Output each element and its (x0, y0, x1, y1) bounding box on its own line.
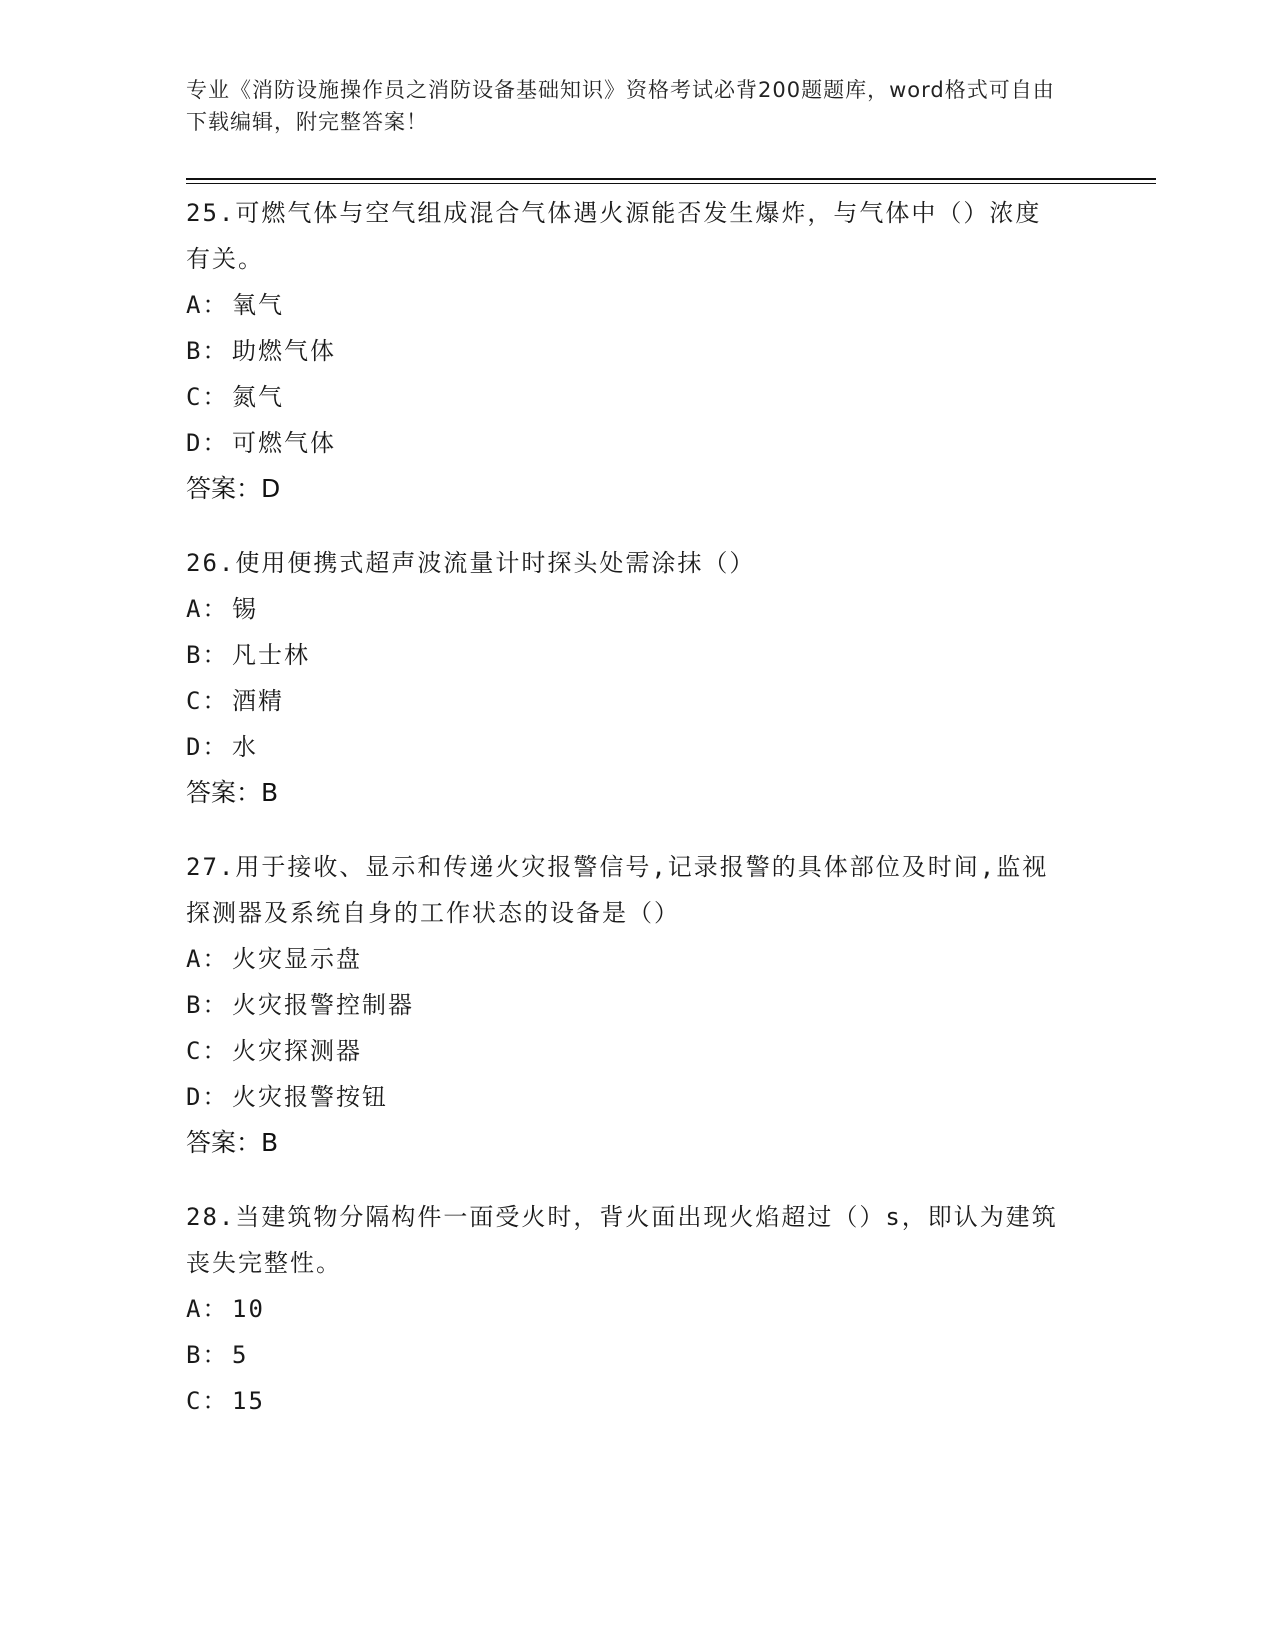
option-b (186, 632, 1086, 678)
option-text: 可燃气体 (232, 429, 336, 457)
option-key: B： (186, 641, 229, 669)
question-27 (186, 844, 1086, 1166)
question-26 (186, 540, 1086, 816)
question-stem: 27.用于接收、显示和传递火灾报警信号,记录报警的具体部位及时间,监视探测器及系统自身的工作状态的设备是（） (186, 853, 1049, 927)
option-d (186, 420, 1086, 466)
option-b (186, 982, 1086, 1028)
question-stem: 25.可燃气体与空气组成混合气体遇火源能否发生爆炸，与气体中（）浓度有关。 (186, 199, 1042, 273)
option-a (186, 586, 1086, 632)
option-a (186, 936, 1086, 982)
option-text: 火灾显示盘 (232, 945, 362, 973)
option-key: D： (186, 733, 229, 761)
answer-line: 答案：B (186, 1128, 279, 1157)
option-text: 酒精 (232, 687, 284, 715)
option-key: C： (186, 1387, 229, 1415)
option-text: 10 (232, 1295, 265, 1323)
option-text: 15 (232, 1387, 265, 1415)
option-a (186, 282, 1086, 328)
option-key: D： (186, 1083, 229, 1111)
option-b (186, 1332, 1086, 1378)
answer-line: 答案：D (186, 474, 281, 503)
question-28 (186, 1194, 1086, 1424)
option-key: A： (186, 1295, 229, 1323)
option-key: C： (186, 1037, 229, 1065)
question-25 (186, 190, 1086, 512)
option-c (186, 678, 1086, 724)
option-text: 氮气 (232, 383, 284, 411)
option-c (186, 374, 1086, 420)
option-key: B： (186, 1341, 229, 1369)
option-key: C： (186, 383, 229, 411)
header-rule-thin (186, 183, 1156, 184)
header-rule-thick (186, 178, 1156, 180)
option-c (186, 1028, 1086, 1074)
option-key: A： (186, 945, 229, 973)
option-text: 锡 (232, 595, 258, 623)
option-d (186, 724, 1086, 770)
option-key: C： (186, 687, 229, 715)
answer-line: 答案：B (186, 778, 279, 807)
option-text: 水 (232, 733, 258, 761)
question-stem: 26.使用便携式超声波流量计时探头处需涂抹（） (186, 549, 756, 577)
option-text: 5 (232, 1341, 249, 1369)
option-a (186, 1286, 1086, 1332)
option-key: A： (186, 595, 229, 623)
option-key: A： (186, 291, 229, 319)
option-d (186, 1074, 1086, 1120)
option-b (186, 328, 1086, 374)
question-list (186, 190, 1086, 1452)
option-key: D： (186, 429, 229, 457)
option-key: B： (186, 991, 229, 1019)
question-stem: 28.当建筑物分隔构件一面受火时，背火面出现火焰超过（）s，即认为建筑丧失完整性。 (186, 1203, 1058, 1277)
option-text: 火灾报警控制器 (232, 991, 414, 1019)
option-text: 氧气 (232, 291, 284, 319)
option-text: 火灾探测器 (232, 1037, 362, 1065)
document-header: 专业《消防设施操作员之消防设备基础知识》资格考试必背200题题库，word格式可自由下载编辑，附完整答案！ (186, 78, 1055, 134)
option-key: B： (186, 337, 229, 365)
option-text: 助燃气体 (232, 337, 336, 365)
option-text: 凡士林 (232, 641, 310, 669)
option-c (186, 1378, 1086, 1424)
option-text: 火灾报警按钮 (232, 1083, 388, 1111)
